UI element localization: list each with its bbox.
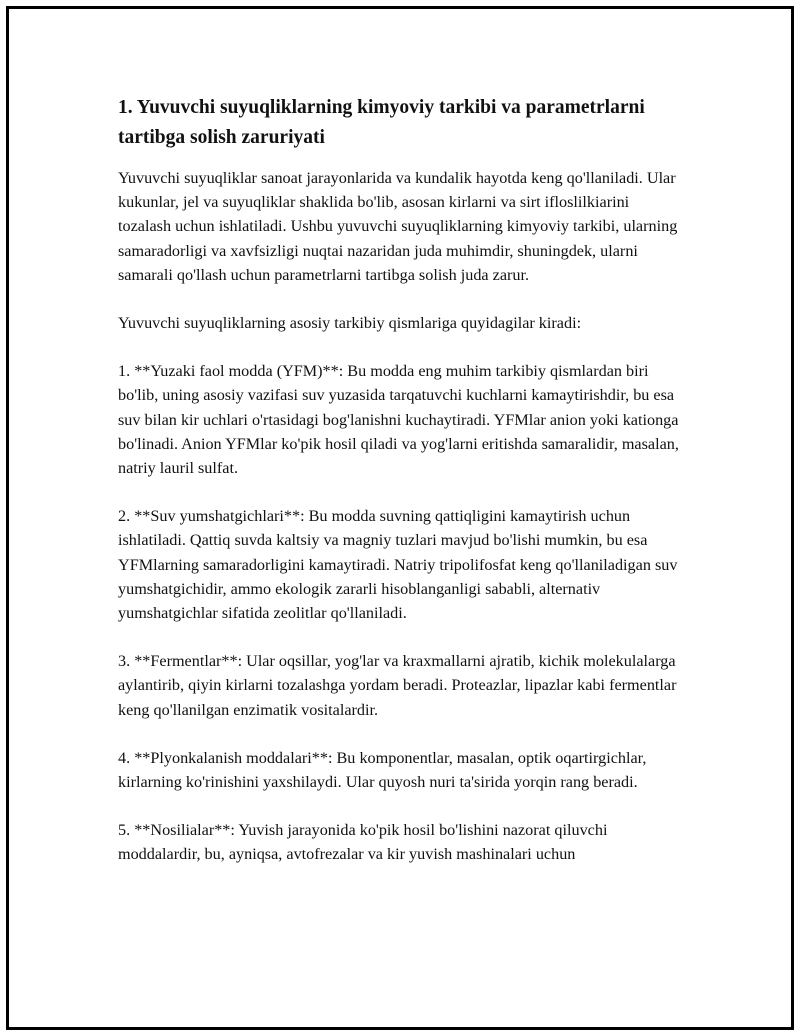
document-body (118, 93, 686, 891)
components-intro-paragraph: Yuvuvchi suyuqliklarning asosiy tarkibiy qismlariga quyidagilar kiradi: (118, 314, 582, 333)
list-item-foam-control: 5. **Nosilialar**: Yuvish jarayonida ko'pik hosil bo'lishini nazorat qiluvchi moddalardir, bu, ayniqsa, avtofrezalar va kir yuvish mashinalari uchun (118, 821, 608, 864)
list-item-optical-brighteners: 4. **Plyonkalanish moddalari**: Bu komponentlar, masalan, optik oqartirgichlar, kirlarning ko'rinishini yaxshilaydi. Ular quyosh nuri ta'sirida yorqin rang beradi. (118, 748, 647, 792)
section-heading: 1. Yuvuvchi suyuqliklarning kimyoviy tarkibi va parametrlarni tartibga solish zaruriyati (118, 97, 645, 148)
intro-paragraph: Yuvuvchi suyuqliklar sanoat jarayonlarida va kundalik hayotda keng qo'llaniladi. Ular kukunlar, jel va suyuqliklar shaklida bo'lib, asosan kirlarni va sirt ifloslilkiarini tozalash uchun ishlatiladi. Ushbu yuvuvchi suyuqliklarning kimyoviy tarkibi, ularning samaradorligi va xavfsizligi nuqtai nazaridan juda muhimdir, shuningdek, ularni samarali qo'llash uchun parametrlarni tartibga solish juda zarur. (118, 169, 678, 284)
list-item-water-softeners: 2. **Suv yumshatgichlari**: Bu modda suvning qattiqligini kamaytirish uchun ishlatiladi. Qattiq suvda kaltsiy va magniy tuzlari mavjud bo'lishi mumkin, bu esa YFMlarning samaradorligini kamaytiradi. Natriy tripolifosfat keng qo'llaniladigan suv yumshatgichidir, ammo ekologik zararli hisoblanganligi sababli, alternativ yumshatgichlar sifatida zeolitlar qo'llaniladi. (118, 507, 678, 623)
list-item-surfactant: 1. **Yuzaki faol modda (YFM)**: Bu modda eng muhim tarkibiy qismlardan biri bo'lib, uning asosiy vazifasi suv yuzasida tarqatuvchi kuchlarni kamaytirishdir, bu esa suv bilan kir uchlari o'rtasidagi bog'lanishni kuchaytiradi. YFMlar anion yoki kationga bo'linadi. Anion YFMlar ko'pik hosil qiladi va yog'larni eritishda samaralidir, masalan, natriy lauril sulfat. (118, 362, 679, 478)
list-item-enzymes: 3. **Fermentlar**: Ular oqsillar, yog'lar va kraxmallarni ajratib, kichik molekulalarga aylantirib, qiyin kirlarni tozalashga yordam beradi. Proteazlar, lipazlar kabi fermentlar keng qo'llanilgan enzimatik vositalardir. (118, 652, 677, 719)
